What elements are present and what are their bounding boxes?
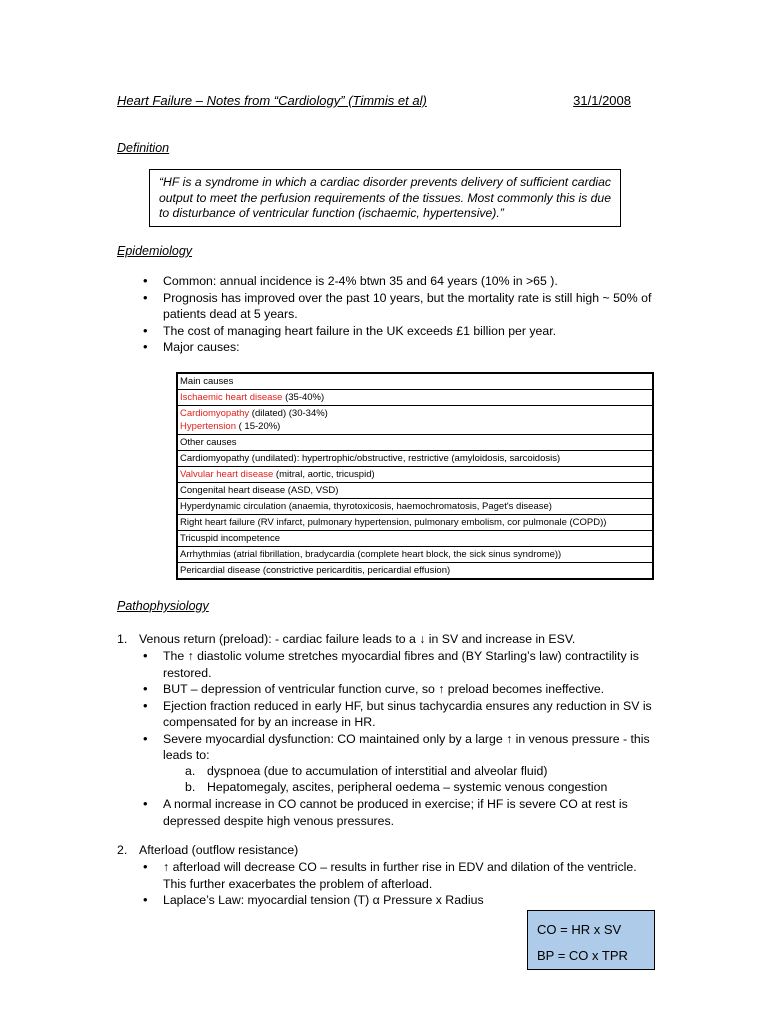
table-cell — [177, 390, 653, 406]
item-number: 2. — [117, 843, 128, 857]
table-row — [177, 435, 653, 451]
table-cell: Other causes — [177, 435, 653, 451]
table-row — [177, 373, 653, 390]
list-item: • The ↑ diastolic volume stretches myocardial fibres and (BY Starling’s law) contractility is restored. — [140, 648, 654, 681]
list-item: • Prognosis has improved over the past 10 years, but the mortality rate is still high ~ 50% of patients dead at 5 years. — [140, 290, 654, 323]
table-cell: Arrhythmias (atrial fibrillation, bradycardia (complete heart block, the sick sinus syndrome)) — [177, 547, 653, 563]
item-text: Afterload (outflow resistance) — [139, 843, 299, 857]
cause-name: Hypertension — [180, 421, 236, 432]
cause-detail: (dilated) (30-34%) — [249, 408, 328, 419]
afterload-list — [140, 859, 654, 909]
document-title: Heart Failure – Notes from “Cardiology” (Timmis et al) — [117, 93, 427, 108]
table-cell: Hyperdynamic circulation (anaemia, thyrotoxicosis, haemochromatosis, Paget's disease) — [177, 499, 653, 515]
list-item: • Ejection fraction reduced in early HF, but sinus tachycardia ensures any reduction in SV is compensated for by an increase in HR. — [140, 698, 654, 731]
item-number: 1. — [117, 632, 128, 646]
table-row — [177, 499, 653, 515]
preload-list — [140, 648, 654, 764]
list-item: • The cost of managing heart failure in the UK exceeds £1 billion per year. — [140, 323, 654, 340]
list-item — [185, 779, 655, 795]
table-row — [177, 563, 653, 580]
numbered-item-1 — [117, 631, 657, 648]
item-letter: a. — [185, 764, 196, 778]
table-row — [177, 531, 653, 547]
item-text: Hepatomegaly, ascites, peripheral oedema – systemic venous congestion — [207, 780, 608, 794]
table-row — [177, 483, 653, 499]
definition-box: “HF is a syndrome in which a cardiac disorder prevents delivery of sufficient cardiac output to meet the perfusion requirements of the tissues. Most commonly this is due to disturbance of ventricular function (ischaemic, hypertensive).” — [149, 169, 621, 227]
table-row — [177, 547, 653, 563]
header-row — [117, 93, 631, 108]
table-row — [177, 406, 653, 435]
table-row — [177, 515, 653, 531]
table-cell — [177, 406, 653, 435]
table-cell: Pericardial disease (constrictive pericarditis, pericardial effusion) — [177, 563, 653, 580]
epidemiology-heading: Epidemiology — [117, 244, 193, 258]
pathophysiology-heading: Pathophysiology — [117, 599, 209, 613]
table-cell: Tricuspid incompetence — [177, 531, 653, 547]
item-letter: b. — [185, 780, 196, 794]
cause-detail: (35-40%) — [282, 392, 325, 403]
cause-name: Ischaemic heart disease — [180, 392, 283, 403]
list-item: • Laplace’s Law: myocardial tension (T) α Pressure x Radius — [140, 892, 654, 909]
formula-co: CO = HR x SV — [537, 922, 622, 937]
numbered-item-2 — [117, 842, 657, 859]
table-cell: Cardiomyopathy (undilated): hypertrophic/obstructive, restrictive (amyloidosis, sarcoidosis) — [177, 451, 653, 467]
list-item: • BUT – depression of ventricular function curve, so ↑ preload becomes ineffective. — [140, 681, 654, 698]
exercise-list — [140, 796, 654, 829]
formula-box — [527, 910, 655, 970]
cause-name: Cardiomyopathy — [180, 408, 250, 419]
list-item: • ↑ afterload will decrease CO – results in further rise in EDV and dilation of the ventricle. This further exacerbates the problem of afterload. — [140, 859, 654, 892]
list-item: • Common: annual incidence is 2-4% btwn 35 and 64 years (10% in >65 ). — [140, 273, 654, 290]
table-cell — [177, 467, 653, 483]
list-item — [185, 763, 655, 779]
cause-name: Valvular heart disease — [180, 469, 274, 480]
table-row — [177, 451, 653, 467]
causes-table — [176, 372, 654, 580]
definition-heading: Definition — [117, 141, 170, 155]
table-row — [177, 467, 653, 483]
document-date: 31/1/2008 — [573, 93, 631, 108]
cause-detail: ( 15-20%) — [235, 421, 281, 432]
epidemiology-list — [140, 273, 654, 356]
table-row — [177, 390, 653, 406]
table-cell: Right heart failure (RV infarct, pulmonary hypertension, pulmonary embolism, cor pulmonale (COPD)) — [177, 515, 653, 531]
table-cell: Congenital heart disease (ASD, VSD) — [177, 483, 653, 499]
cause-detail: (mitral, aortic, tricuspid) — [273, 469, 375, 480]
list-item: • Major causes: — [140, 339, 654, 356]
item-text: dyspnoea (due to accumulation of interstitial and alveolar fluid) — [207, 764, 548, 778]
item-text: Venous return (preload): - cardiac failure leads to a ↓ in SV and increase in ESV. — [139, 632, 576, 646]
consequences-list — [185, 763, 655, 795]
list-item: • Severe myocardial dysfunction: CO maintained only by a large ↑ in venous pressure - this leads to: — [140, 731, 654, 764]
table-cell: Main causes — [177, 373, 653, 390]
formula-bp: BP = CO x TPR — [537, 948, 628, 963]
list-item: • A normal increase in CO cannot be produced in exercise; if HF is severe CO at rest is depressed despite high venous pressures. — [140, 796, 654, 829]
